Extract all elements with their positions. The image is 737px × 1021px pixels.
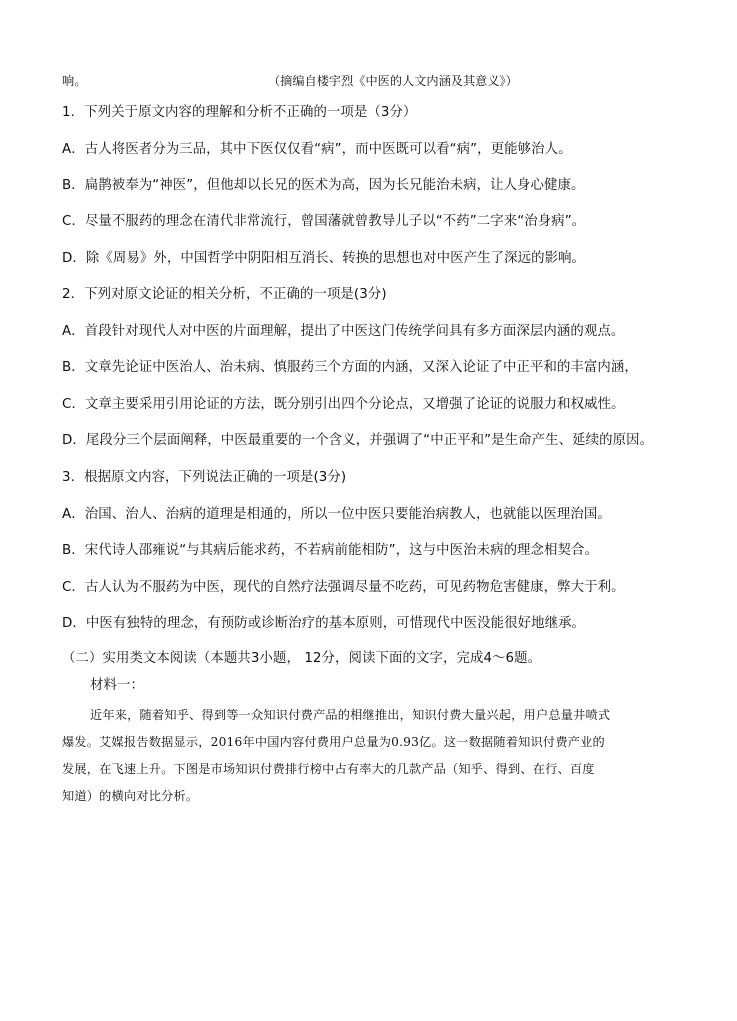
question-1-stem: 1．下列关于原文内容的理解和分析不正确的一项是（3分） [62, 105, 417, 120]
material-paragraph-line-2: 爆发。艾媒报告数据显示，2016年中国内容付费用户总量为0.93亿。这一数据随着知识付费产业的 [62, 735, 605, 749]
question-2-option-b: B．文章先论证中医治人、治未病、慎服药三个方面的内涵，又深入论证了中正平和的丰富内涵， [62, 360, 638, 375]
question-3-option-b: B．宋代诗人邵雍说“与其病后能求药，不若病前能相防”，这与中医治未病的理念相契合。 [62, 543, 599, 558]
source-citation: （摘编自楼宇烈《中医的人文内涵及其意义》） [268, 74, 518, 88]
question-1-option-c: C．尽量不服药的理念在清代非常流行，曾国藩就曾教导儿子以“不药”二字来“治身病”。 [62, 214, 586, 229]
question-2-option-c: C．文章主要采用引用论证的方法，既分别引出四个分论点，又增强了论证的说服力和权威性。 [62, 397, 625, 412]
question-2-option-d: D．尾段分三个层面阐释，中医最重要的一个含义，并强调了“中正平和”是生命产生、延续的原因。 [62, 433, 654, 448]
material-paragraph-line-3: 发展，在飞速上升。下图是市场知识付费排行榜中占有率大的几款产品（知乎、得到、在行、百度 [62, 762, 595, 776]
question-2-option-a: A．首段针对现代人对中医的片面理解，提出了中医这门传统学问具有多方面深层内涵的观点。 [62, 324, 625, 339]
question-3-option-c: C．古人认为不服药为中医，现代的自然疗法强调尽量不吃药，可见药物危害健康，弊大于利。 [62, 580, 625, 595]
question-3-option-a: A．治国、治人、治病的道理是相通的，所以一位中医只要能治病教人，也就能以医理治国。 [62, 507, 611, 522]
question-1-option-b: B．扁鹊被奉为“神医”，但他却以长兄的医术为高，因为长兄能治未病，让人身心健康。 [62, 178, 585, 193]
previous-passage-tail: 响。 [62, 74, 87, 88]
question-1-option-a: A．古人将医者分为三品，其中下医仅仅看“病”，而中医既可以看“病”，更能够治人。 [62, 142, 572, 157]
question-3-stem: 3．根据原文内容，下列说法正确的一项是(3分) [62, 470, 347, 485]
question-3-option-d: D．中医有独特的理念，有预防或诊断治疗的基本原则，可惜现代中医没能很好地继承。 [62, 616, 586, 631]
material-paragraph-line-1: 近年来，随着知乎、得到等一众知识付费产品的相继推出，知识付费大量兴起，用户总量井喷式 [90, 708, 611, 722]
material-label: 材料一： [90, 678, 144, 693]
question-2-stem: 2．下列对原文论证的相关分析，不正确的一项是(3分) [62, 287, 387, 302]
question-1-option-d: D．除《周易》外，中国哲学中阴阳相互消长、转换的思想也对中医产生了深远的影响。 [62, 251, 586, 266]
section-heading: （二）实用类文本阅读（本题共3小题， 12分，阅读下面的文字，完成4～6题。 [62, 651, 542, 666]
material-paragraph-line-4: 知道）的横向对比分析。 [62, 789, 199, 803]
